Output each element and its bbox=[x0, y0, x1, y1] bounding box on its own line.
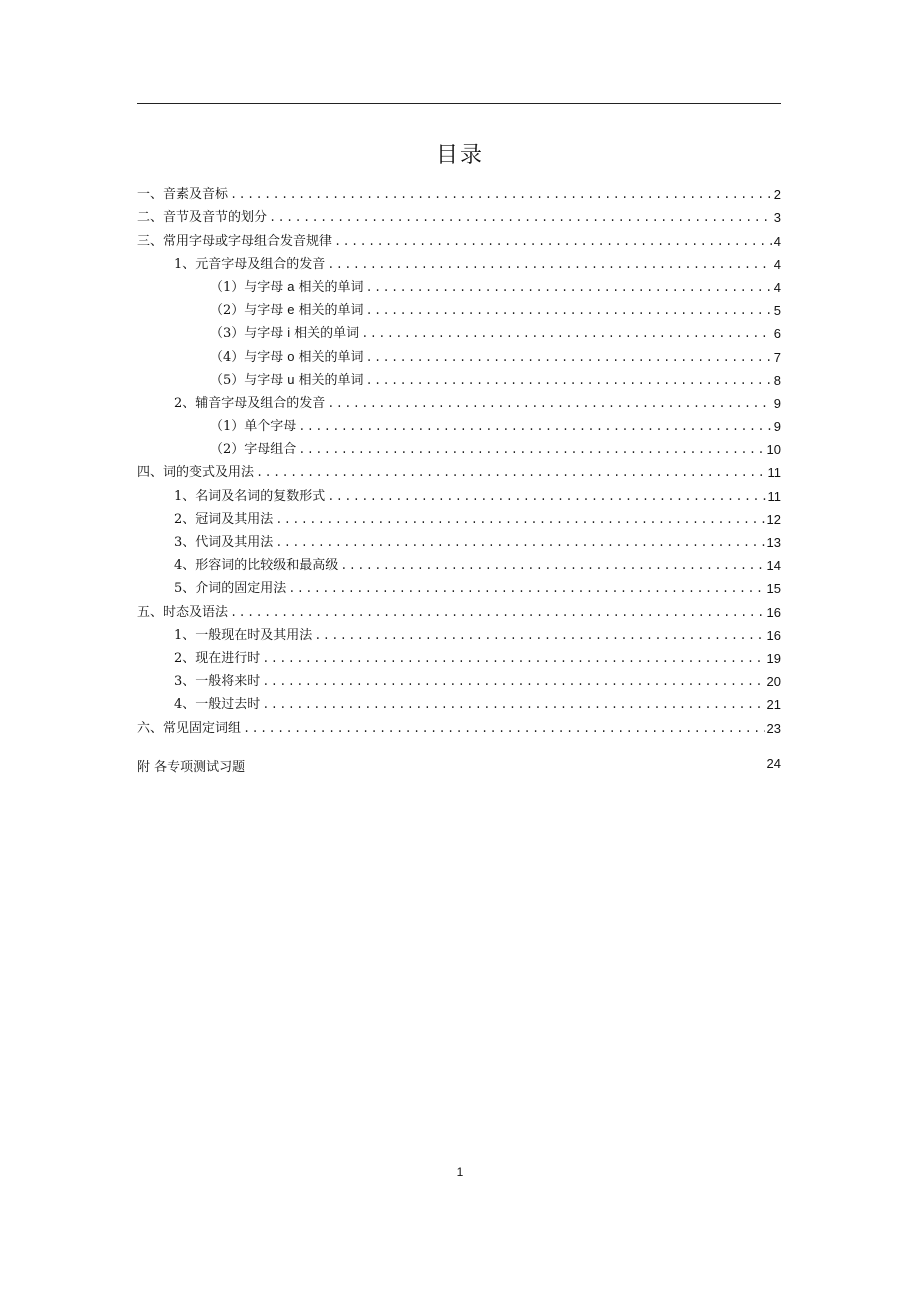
toc-entry[interactable] bbox=[137, 366, 781, 389]
dot-leader bbox=[288, 581, 764, 597]
toc-entry-prefix: （2）与字母 bbox=[210, 303, 284, 319]
toc-entry[interactable] bbox=[137, 667, 781, 690]
toc-entry-page-number: 9 bbox=[773, 419, 781, 435]
toc-entry-page-number: 20 bbox=[766, 674, 781, 690]
toc-entry-label: 五、时态及语法 bbox=[137, 604, 229, 620]
dot-leader bbox=[340, 558, 764, 574]
toc-entry-suffix: 相关的单词 bbox=[298, 279, 364, 295]
dot-leader bbox=[327, 489, 765, 505]
toc-entry-label: （1）单个字母 bbox=[210, 419, 297, 435]
dot-leader bbox=[230, 187, 772, 203]
toc-entry-page-number: 3 bbox=[773, 210, 781, 226]
toc-entry-page-number: 15 bbox=[766, 581, 781, 597]
toc-entry[interactable] bbox=[137, 412, 781, 435]
header-rule bbox=[137, 103, 781, 104]
toc-entry[interactable] bbox=[137, 505, 781, 528]
toc-entry-label: 2、辅音字母及组合的发音 bbox=[174, 395, 326, 411]
dot-leader bbox=[262, 674, 764, 690]
toc-entry-label: 2、冠词及其用法 bbox=[174, 511, 274, 527]
toc-entry-page-number: 8 bbox=[773, 372, 781, 388]
toc-entry-label: 四、词的变式及用法 bbox=[137, 465, 255, 481]
toc-entry[interactable] bbox=[137, 342, 781, 365]
dot-leader bbox=[366, 373, 772, 389]
toc-entry-suffix: 相关的单词 bbox=[298, 303, 364, 319]
toc-entry-letter: o bbox=[287, 348, 295, 364]
toc-entry-page-number: 5 bbox=[773, 303, 781, 319]
dot-leader bbox=[262, 697, 764, 713]
toc-entry-page-number: 11 bbox=[767, 488, 781, 504]
toc-entry[interactable] bbox=[137, 621, 781, 644]
toc-entry[interactable] bbox=[137, 458, 781, 481]
toc-entry-page-number: 23 bbox=[766, 720, 781, 736]
toc-entry-page-number: 13 bbox=[766, 535, 781, 550]
toc-entry-label: 3、代词及其用法 bbox=[174, 535, 274, 550]
dot-leader bbox=[230, 605, 765, 621]
toc-entry-page-number: 21 bbox=[766, 697, 781, 713]
dot-leader bbox=[327, 257, 771, 273]
toc-entry-page-number: 16 bbox=[766, 627, 781, 643]
toc-entry[interactable] bbox=[137, 389, 781, 412]
toc-entry-page-number: 12 bbox=[766, 511, 781, 527]
toc-entry[interactable] bbox=[137, 528, 781, 551]
toc-entry[interactable] bbox=[137, 180, 781, 203]
toc-entry-prefix: （5）与字母 bbox=[210, 372, 284, 388]
toc-entry-page-number: 4 bbox=[773, 279, 781, 295]
toc-entry[interactable] bbox=[137, 296, 781, 319]
toc-entry-label: （2）字母组合 bbox=[210, 442, 297, 458]
dot-leader bbox=[243, 721, 765, 737]
toc-entry[interactable] bbox=[137, 644, 781, 667]
toc-entry[interactable] bbox=[137, 273, 781, 296]
toc-entry-page-number: 4 bbox=[773, 256, 781, 272]
dot-leader bbox=[275, 512, 764, 528]
toc-entry[interactable] bbox=[137, 435, 781, 458]
toc-entry-label: 4、一般过去时 bbox=[174, 697, 261, 713]
page-number: 1 bbox=[456, 1165, 464, 1179]
toc-entry-label: 三、常用字母或字母组合发音规律 bbox=[137, 233, 333, 249]
dot-leader bbox=[361, 326, 772, 342]
dot-leader bbox=[314, 628, 764, 644]
toc-entry-label: 2、现在进行时 bbox=[174, 650, 261, 666]
toc-entry-page-number: 2 bbox=[773, 187, 781, 203]
toc-entry-suffix: 相关的单词 bbox=[294, 326, 360, 342]
appendix-page-number: 24 bbox=[766, 756, 781, 771]
toc-entry-label: 一、音素及音标 bbox=[137, 187, 229, 203]
appendix-label: 附 各专项测试习题 bbox=[137, 760, 246, 775]
toc-entry-page-number: 6 bbox=[773, 326, 781, 342]
toc-entry-suffix: 相关的单词 bbox=[298, 349, 364, 365]
toc-entry[interactable] bbox=[137, 713, 781, 736]
toc-entry[interactable] bbox=[137, 551, 781, 574]
toc-entry-letter: a bbox=[287, 278, 295, 294]
toc-entry-label: 3、一般将来时 bbox=[174, 674, 261, 690]
toc-entry-letter: u bbox=[287, 371, 295, 387]
toc-entry[interactable] bbox=[137, 597, 781, 620]
toc-entry-label: 1、元音字母及组合的发音 bbox=[174, 256, 326, 272]
toc-entry-page-number: 4 bbox=[773, 233, 781, 249]
toc-entry-suffix: 相关的单词 bbox=[298, 372, 364, 388]
toc-entry-prefix: （4）与字母 bbox=[210, 349, 284, 365]
toc-entry-label bbox=[210, 325, 359, 342]
toc-entry[interactable] bbox=[137, 481, 781, 504]
dot-leader bbox=[366, 280, 772, 296]
toc-entry-label bbox=[210, 349, 364, 366]
toc-entry-label bbox=[210, 302, 364, 319]
toc-entry[interactable] bbox=[137, 574, 781, 597]
toc-entry[interactable] bbox=[137, 690, 781, 713]
toc-entry-label: 1、名词及名词的复数形式 bbox=[174, 488, 326, 504]
toc-entry-label: 4、形容词的比较级和最高级 bbox=[174, 558, 339, 574]
toc-entry-letter: i bbox=[287, 325, 291, 341]
dot-leader bbox=[269, 210, 772, 226]
toc-entry[interactable] bbox=[137, 250, 781, 273]
toc-entry-letter: e bbox=[287, 302, 295, 318]
toc-entry-prefix: （3）与字母 bbox=[210, 326, 284, 342]
toc-entry-label: 六、常见固定词组 bbox=[137, 720, 242, 736]
toc-entry-prefix: （1）与字母 bbox=[210, 279, 284, 295]
toc-entry[interactable] bbox=[137, 226, 781, 249]
toc-entry-page-number: 14 bbox=[766, 558, 781, 574]
toc-entry[interactable] bbox=[137, 319, 781, 342]
toc-entry-page-number: 10 bbox=[766, 442, 781, 458]
toc-entry-label: 1、一般现在时及其用法 bbox=[174, 627, 313, 643]
toc-entry-label bbox=[210, 372, 364, 389]
dot-leader bbox=[327, 396, 771, 412]
dot-leader bbox=[366, 350, 772, 366]
dot-leader bbox=[298, 419, 771, 435]
page-title: 目录 bbox=[435, 143, 484, 168]
dot-leader bbox=[334, 234, 772, 250]
toc-entry-label: 5、介词的固定用法 bbox=[174, 581, 287, 597]
toc-entry-label bbox=[210, 279, 364, 296]
toc-appendix-entry[interactable] bbox=[137, 756, 781, 775]
toc-entry-page-number: 9 bbox=[773, 395, 781, 411]
dot-leader bbox=[298, 442, 764, 458]
dot-leader bbox=[366, 303, 772, 319]
toc-entry-page-number: 19 bbox=[766, 650, 781, 666]
toc-entry[interactable] bbox=[137, 203, 781, 226]
dot-leader bbox=[275, 535, 764, 551]
toc-entry-page-number: 11 bbox=[767, 465, 781, 481]
dot-leader bbox=[262, 651, 764, 667]
toc-entry-page-number: 16 bbox=[766, 604, 781, 620]
dot-leader bbox=[256, 465, 765, 481]
table-of-contents bbox=[137, 180, 781, 737]
toc-entry-page-number: 7 bbox=[773, 349, 781, 365]
toc-entry-label: 二、音节及音节的划分 bbox=[137, 210, 268, 226]
